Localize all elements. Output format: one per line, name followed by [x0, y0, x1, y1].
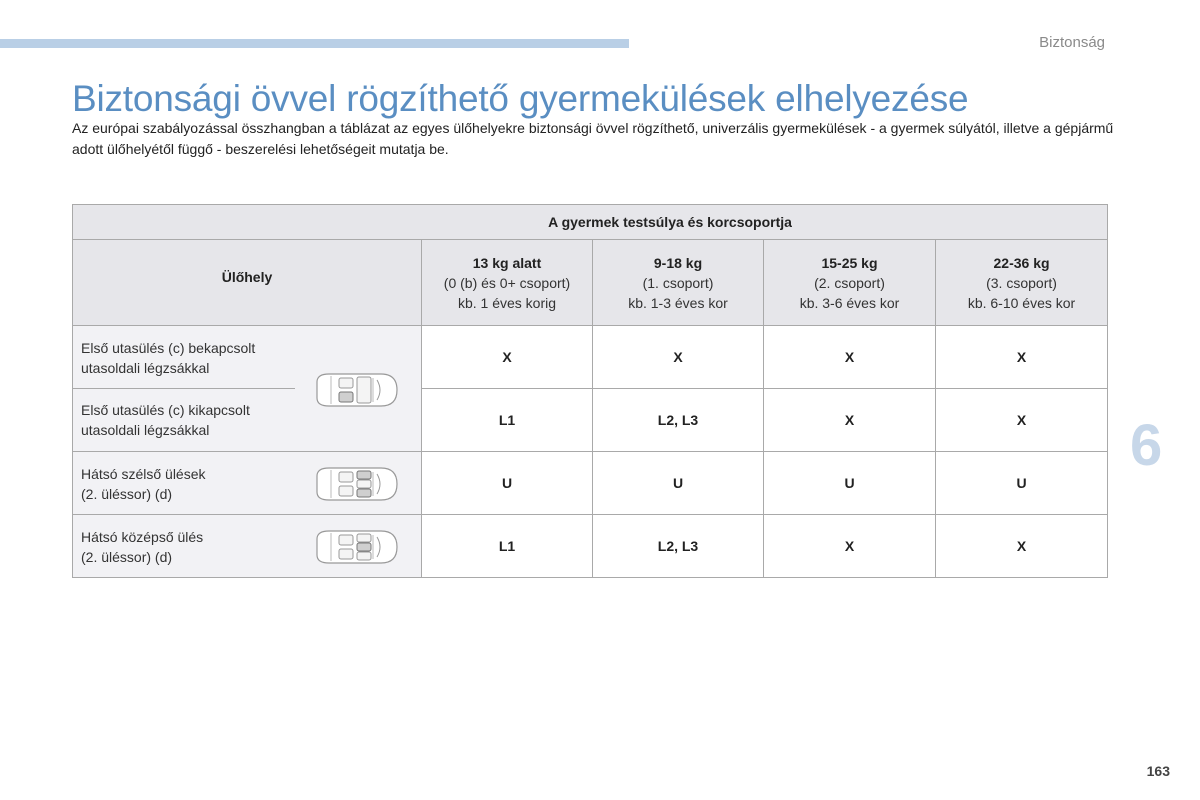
seat-cell-front [73, 326, 422, 452]
group-header: A gyermek testsúlya és korcsoportja [73, 205, 1108, 240]
group-label: (0 (b) és 0+ csoport) [443, 274, 571, 291]
value-cell: X [422, 326, 593, 389]
child-seat-table [72, 204, 1108, 578]
seat-label: Hátsó középső ülés (2. üléssor) (d) [81, 529, 204, 565]
value-cell: X [936, 389, 1108, 452]
value-cell: X [936, 515, 1108, 578]
seat-cell-rear-outer [73, 452, 422, 515]
weight-range: 9-18 kg [653, 254, 703, 271]
chapter-number: 6 [1130, 413, 1163, 478]
value-cell: U [593, 452, 764, 515]
value-cell: X [936, 326, 1108, 389]
value-cell: U [422, 452, 593, 515]
seat-label: Első utasülés (c) kikapcsolt utasoldali légzsákkal [81, 402, 250, 438]
age-label: kb. 1 éves korig [457, 294, 557, 311]
group-label: (3. csoport) [986, 274, 1057, 291]
table-row [73, 515, 1108, 578]
value-cell: L2, L3 [593, 515, 764, 578]
weight-column-header [764, 240, 936, 326]
weight-range: 15-25 kg [821, 254, 878, 271]
age-label: kb. 6-10 éves kor [967, 294, 1076, 311]
weight-column-header [936, 240, 1108, 326]
section-name: Biztonság [1039, 34, 1105, 51]
seat-label: Hátsó szélső ülések (2. üléssor) (d) [81, 466, 206, 502]
row-divider [73, 388, 295, 389]
weight-column-header [593, 240, 764, 326]
weight-range: 13 kg alatt [472, 254, 542, 271]
weight-range: 22-36 kg [993, 254, 1050, 271]
seat-cell-rear-center [73, 515, 422, 578]
value-cell: L2, L3 [593, 389, 764, 452]
group-label: (1. csoport) [642, 274, 714, 291]
value-cell: X [764, 515, 936, 578]
car-front-passenger-seat-icon [311, 370, 401, 410]
page-title: Biztonsági övvel rögzíthető gyermekülések elhelyezése [72, 78, 969, 119]
table-row [73, 326, 1108, 389]
weight-column-header [422, 240, 593, 326]
value-cell: X [764, 389, 936, 452]
group-label: (2. csoport) [814, 274, 885, 291]
seat-label: Első utasülés (c) bekapcsolt utasoldali légzsákkal [81, 340, 256, 376]
header-accent-bar [0, 39, 629, 48]
value-cell: U [936, 452, 1108, 515]
value-cell: X [764, 326, 936, 389]
value-cell: L1 [422, 515, 593, 578]
value-cell: X [593, 326, 764, 389]
page-number: 163 [1146, 763, 1170, 779]
table-column-header-row [73, 240, 1108, 326]
car-rear-outer-seats-icon [311, 464, 401, 504]
age-label: kb. 3-6 éves kor [799, 294, 900, 311]
table-row [73, 452, 1108, 515]
car-rear-center-seat-icon [311, 527, 401, 567]
age-label: kb. 1-3 éves kor [628, 294, 728, 311]
value-cell: U [764, 452, 936, 515]
table-group-header-row [73, 205, 1108, 240]
intro-paragraph: Az európai szabályozással összhangban a táblázat az egyes ülőhelyekre biztonsági övvel rögzíthető, univerzális gyermekülések - a gyermek súlyától, illetve a gépjármű adott ülőhelyétől függő - beszerelési lehetőségeit mutatja be. [72, 120, 1114, 157]
value-cell: L1 [422, 389, 593, 452]
seat-column-header: Ülőhely [73, 240, 422, 326]
